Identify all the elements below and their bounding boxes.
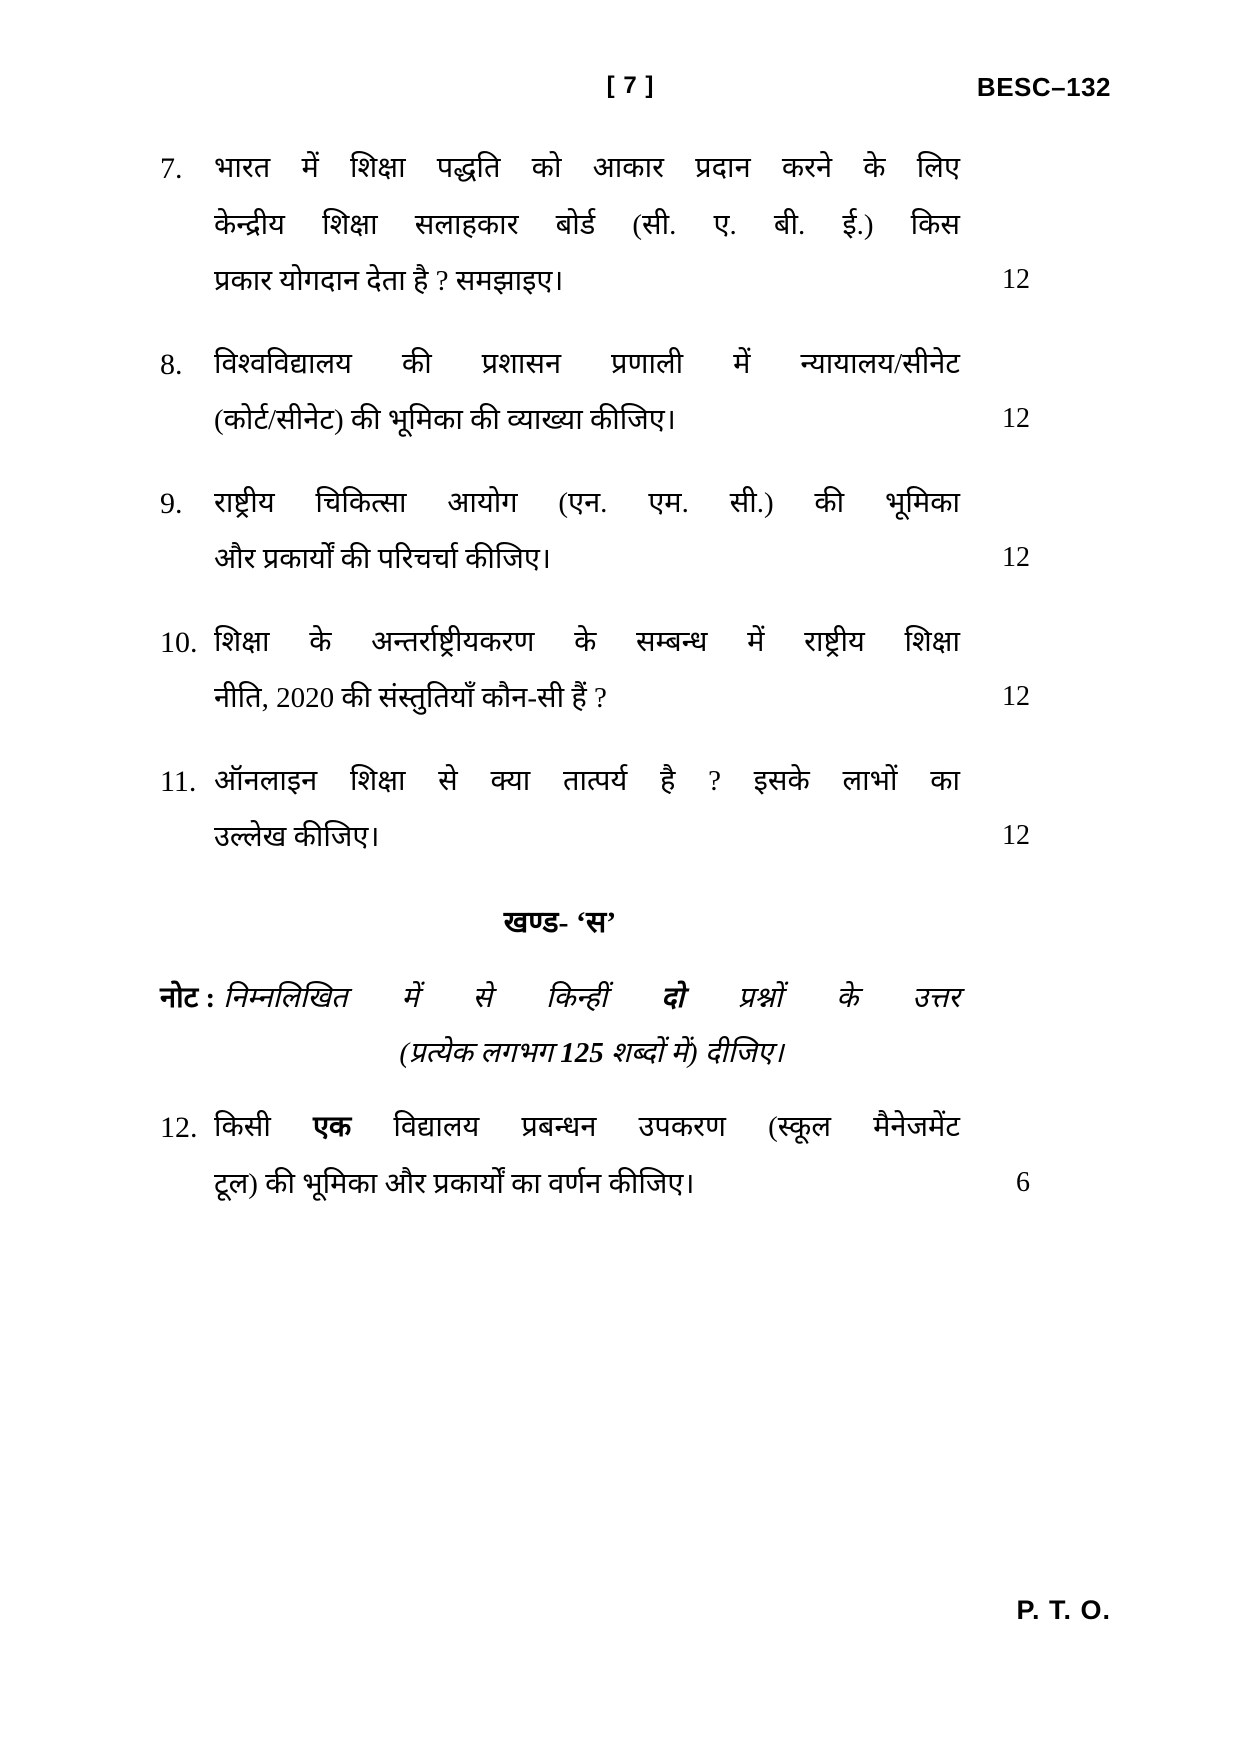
note-line-pre: (प्रत्येक लगभग xyxy=(399,1037,561,1070)
question-number: 12. xyxy=(160,1111,198,1145)
paper-code: BESC–132 xyxy=(976,72,1111,102)
question-item xyxy=(160,336,1030,449)
question-line xyxy=(214,253,1030,310)
question-number: 8. xyxy=(160,347,183,381)
question-line: शिक्षा के अन्तर्राष्ट्रीयकरण के सम्बन्ध में राष्ट्रीय शिक्षा xyxy=(214,625,960,658)
question-line-text: नीति, 2020 की संस्तुतियाँ कौन-सी हैं ? xyxy=(214,682,607,715)
question-line: भारत में शिक्षा पद्धति को आकार प्रदान करने के लिए xyxy=(214,152,960,184)
question-number: 10. xyxy=(160,625,198,659)
question-line-text: टूल) की भूमिका और प्रकार्यों का वर्णन कीजिए। xyxy=(214,1167,695,1200)
question-text xyxy=(214,614,1030,727)
question-line xyxy=(214,670,1030,727)
question-line xyxy=(214,1156,1030,1213)
note-emphasis: 125 xyxy=(560,1037,604,1070)
page-number: [ 7 ] xyxy=(606,72,655,99)
note-emphasis: दो xyxy=(661,982,684,1015)
question-line: ऑनलाइन शिक्षा से क्या तात्पर्य है ? इसके लाभों का xyxy=(214,764,960,797)
question-line xyxy=(214,1099,960,1156)
question-marks: 12 xyxy=(1002,820,1030,852)
question-line-text: (कोर्ट/सीनेट) की भूमिका की व्याख्या कीजिए। xyxy=(214,404,676,437)
question-marks: 12 xyxy=(1002,681,1030,713)
question-line-text: प्रकार योगदान देता है ? समझाइए। xyxy=(214,265,564,298)
question-line-text: और प्रकार्यों की परिचर्चा कीजिए। xyxy=(214,543,551,576)
question-item xyxy=(160,1099,1030,1212)
question-line xyxy=(214,531,1030,588)
question-line xyxy=(214,809,1030,866)
question-number: 7. xyxy=(160,152,183,185)
question-line-pre: किसी xyxy=(214,1111,313,1144)
question-emphasis: एक xyxy=(313,1111,352,1144)
note-line-post: प्रश्नों के उत्तर xyxy=(684,982,960,1015)
question-line-post: विद्यालय प्रबन्धन उपकरण (स्कूल मैनेजमेंट xyxy=(351,1111,960,1144)
note-text xyxy=(223,971,960,1081)
question-line: केन्द्रीय शिक्षा सलाहकार बोर्ड (सी. ए. बी. ई.) किस xyxy=(214,208,960,241)
question-marks: 12 xyxy=(1002,403,1030,435)
note-line-post: शब्दों में) दीजिए। xyxy=(603,1037,784,1070)
question-line xyxy=(214,392,1030,449)
note-line xyxy=(223,1026,960,1081)
question-number: 9. xyxy=(160,486,183,520)
question-text xyxy=(214,140,1030,310)
question-number: 11. xyxy=(160,764,197,798)
question-text xyxy=(214,475,1030,588)
question-item xyxy=(160,140,1030,310)
question-line: विश्वविद्यालय की प्रशासन प्रणाली में न्यायालय/सीनेट xyxy=(214,347,960,380)
note-label: नोट : xyxy=(160,982,216,1015)
question-item xyxy=(160,753,1030,866)
question-item xyxy=(160,475,1030,588)
page-header xyxy=(150,72,1111,112)
note-block xyxy=(160,971,960,1081)
question-text xyxy=(214,336,1030,449)
question-line-text: उल्लेख कीजिए। xyxy=(214,821,380,854)
question-text xyxy=(214,753,1030,866)
pto-footer: P. T. O. xyxy=(1016,1595,1111,1625)
question-marks: 12 xyxy=(1002,542,1030,574)
question-list xyxy=(160,140,1030,1238)
question-line: राष्ट्रीय चिकित्सा आयोग (एन. एम. सी.) की भूमिका xyxy=(214,486,960,519)
question-text xyxy=(214,1099,1030,1212)
question-item xyxy=(160,614,1030,727)
question-marks: 6 xyxy=(1016,1166,1030,1198)
note-line-pre: निम्नलिखित में से किन्हीं xyxy=(223,982,662,1015)
question-marks: 12 xyxy=(1002,264,1030,296)
note-line xyxy=(223,971,960,1026)
section-heading: खण्ड- ‘स’ xyxy=(503,906,617,940)
